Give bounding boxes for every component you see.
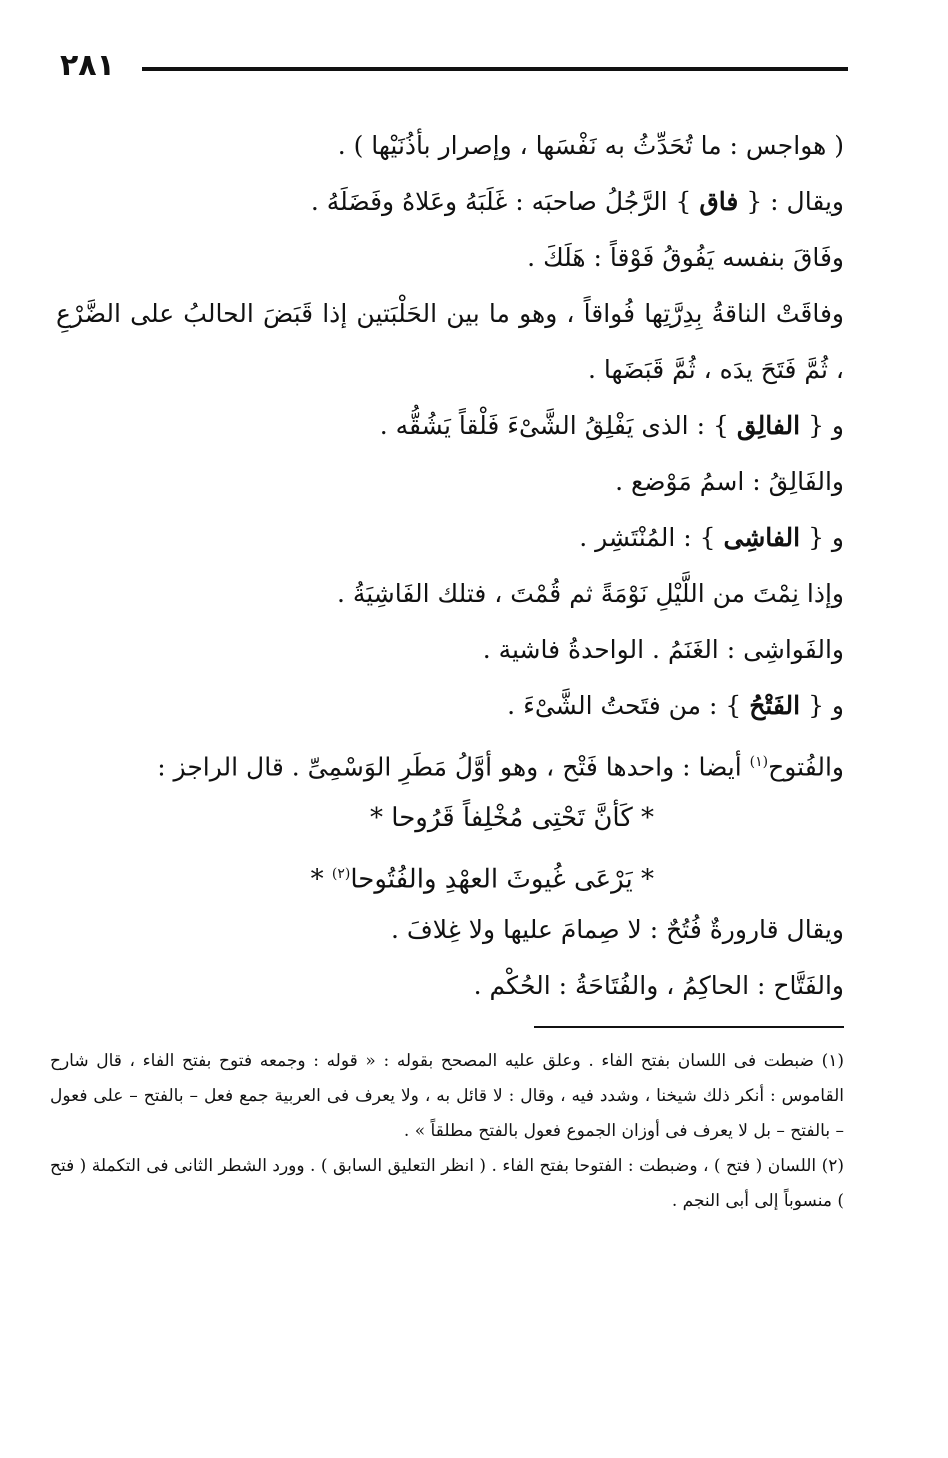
- headword-faliq: الفالِق: [736, 411, 801, 440]
- footnote-ref-1: (١): [749, 754, 769, 770]
- text-line: والفَتَّاح : الحاكِمُ ، والفُتَاحَةُ : الحُكْم .: [473, 971, 844, 1000]
- footnote-1: (١) ضبطت فى اللسان بفتح الفاء . وعلق عليه المصحح بقوله : « قوله : وجمعه فتوح بفتح الفاء ، قال شارح القاموس : أنكر ذلك شيخنا ، وشدد فيه ، وقال : لا قائل به ، ولا يعرف فى العربية جمع فعل – بالفتح – على فعول – بالفتح – بل لا يعرف فى أوزان الجموع فعول بالفتح مطلقاً » .: [50, 1051, 844, 1141]
- entry-faliq: [56, 398, 844, 454]
- entry-definition: } : من فتَحتُ الشَّىْءَ .: [507, 691, 742, 720]
- text-line: وفَاقَ بنفسه يَفُوقُ فَوْقاً : هَلَكَ .: [527, 243, 844, 272]
- verse-line: * كَأنَّ تَحْتِى مُخْلِفاً قَرُوحا *: [370, 803, 654, 833]
- text-line: ويقال قارورةٌ فُتُحٌ : لا صِمامَ عليها ولا غِلافَ .: [390, 915, 844, 944]
- text-paragraph: وفاقَتْ الناقةُ بِدِرَّتِها فُواقاً ، وهو ما بين الحَلْبَتين إذا قَبَضَ الحالبُ على الضَّرْعِ ، ثُمَّ فَتَحَ يدَه ، ثُمَّ قَبَضَها .: [56, 299, 844, 384]
- entry-fath: [56, 678, 844, 734]
- entry-prefix: ويقال : {: [746, 187, 844, 216]
- entry-definition: } : الذى يَفْلِقُ الشَّىْءَ فَلْقاً يَشُقُّه .: [379, 411, 729, 440]
- headword-fath: الفَتْحُ: [749, 691, 801, 720]
- entry-prefix: و {: [808, 691, 844, 720]
- headword-faq: فاق: [699, 187, 739, 216]
- header-rule: [142, 67, 848, 71]
- verse-fragment: *: [310, 864, 324, 895]
- footnote-2: (٢) اللسان ( فتح ) ، وضبطت : الفتوحا بفتح الفاء . ( انظر التعليق السابق ) . وورد الشطر الثانى فى التكملة ( فتح ) منسوباً إلى أبى النجم .: [50, 1156, 844, 1211]
- headword-fashi: الفاشِى: [723, 523, 801, 552]
- entry-faqa: [56, 174, 844, 230]
- verse-fragment: * يَرْعَى غُيوثَ العهْدِ والفُتُوحا: [350, 864, 654, 895]
- entry-definition: } الرَّجُلُ صاحبَه : غَلَبَهُ وعَلاهُ وفَضَلَهُ .: [310, 187, 692, 216]
- text-fragment: والفُتوح: [768, 752, 844, 782]
- text-line: [56, 734, 844, 790]
- text-line: والفَالِقُ : اسمُ مَوْضع .: [615, 467, 844, 496]
- text-line: ( هواجس : ما تُحَدِّثُ به نَفْسَها ، وإصرار بأذُنَيْها ) .: [337, 131, 844, 160]
- page-number: ٢٨١: [60, 48, 115, 83]
- footnote-rule: [534, 1026, 844, 1028]
- text-fragment: أيضا : واحدها فَتْح ، وهو أوَّلُ مَطَرِ الوَسْمِىِّ . قال الراجز :: [157, 752, 742, 782]
- entry-prefix: و {: [808, 411, 844, 440]
- footnote-text: [50, 1044, 844, 1219]
- entry-prefix: و {: [808, 523, 844, 552]
- main-text: [56, 118, 844, 1014]
- text-line: والفَواشِى : الغَنَمُ . الواحدةُ فاشية .: [482, 635, 844, 664]
- entry-fashi: [56, 510, 844, 566]
- footnotes: [50, 1026, 844, 1219]
- page-header: [60, 48, 848, 88]
- entry-definition: } : المُنْتَشِر .: [579, 523, 716, 552]
- verse-line: [56, 846, 844, 902]
- footnote-ref-2: (٢): [331, 866, 351, 882]
- text-line: وإذا نِمْتَ من اللَّيْلِ نَوْمَةً ثم قُمْتَ ، فتلك الفَاشِيَةُ .: [336, 579, 844, 608]
